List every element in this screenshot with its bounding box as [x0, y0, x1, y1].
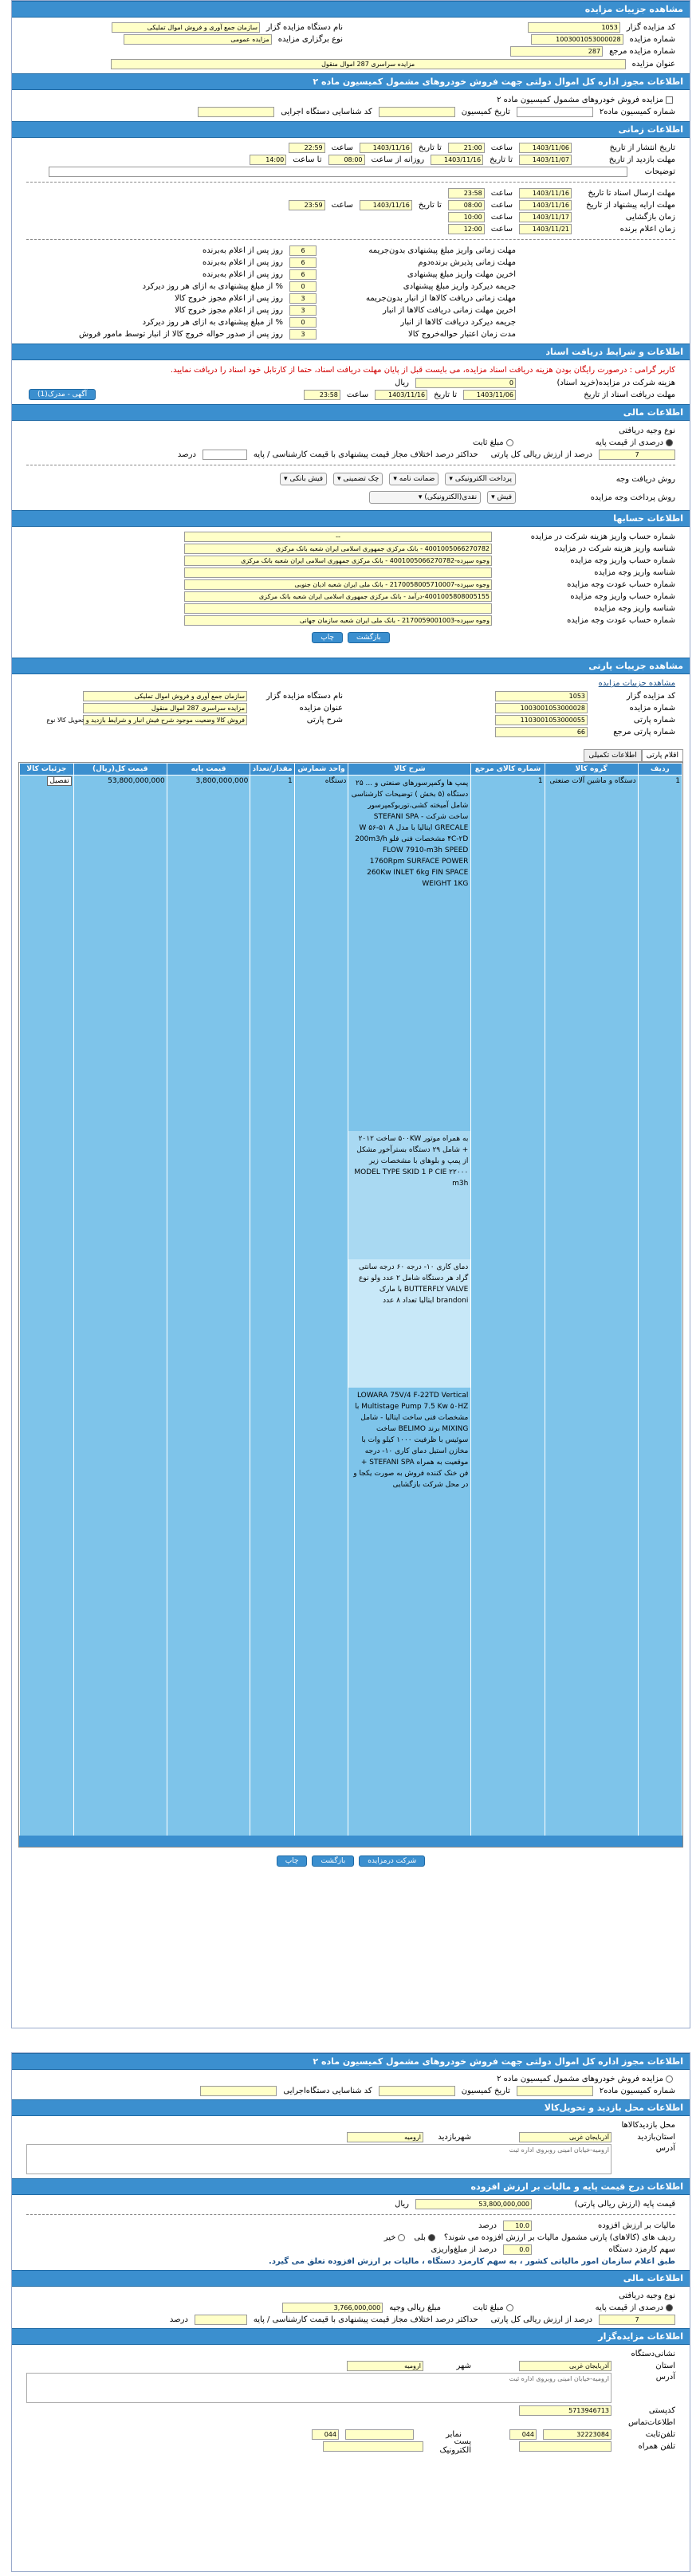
auction-type-label: نوع برگزاری مزایده [277, 34, 343, 44]
city-value: ارومیه [347, 2132, 423, 2142]
publish-to: 1403/11/16 [360, 143, 412, 153]
time-label: ساعت [346, 390, 369, 399]
table-footer [19, 1836, 682, 1847]
to-date-label: تا تاریخ [434, 390, 457, 399]
deposit-type-label: نوع وجیه دریافتی [619, 2291, 675, 2300]
ref-number-label: شماره مزایده مرجع [609, 46, 675, 56]
province-label: استان [655, 2361, 675, 2370]
city-value: ارومیه [347, 2361, 423, 2371]
exec-id-label: کد شناسایی دستگاه اجرایی [281, 107, 372, 116]
opening-label: زمان بازگشایی [625, 212, 675, 222]
fixed-radio-label: مبلغ ثابت [473, 438, 504, 447]
vat-value: 10.0 [503, 2221, 532, 2231]
docs-warning: کاربر گرامی : درصورت رایگان بودن هزینه دریافت اسناد مزایده، می بایست قبل از پایان مهلت دریافت اسناد، حتما از کارتابل خود اسناد را دریافت نمایید. [170, 366, 675, 375]
address-label: آدرس [655, 2144, 675, 2153]
visit-place-header: اطلاعات محل بازدید و تحویل‌کالا [12, 2099, 690, 2116]
docs-to: 1403/11/16 [375, 390, 427, 400]
party-desc: فروش کالا وضعیت موجود شرح فیش انبار و شرایط بازدید و تحویل کالا نوع [83, 715, 247, 725]
upto-label: تا ساعت [293, 155, 322, 164]
commission-radio-label: مزایده فروش خودروهای مشمول کمیسیون ماده ۲ [497, 2074, 663, 2083]
city-label: شهر [456, 2361, 471, 2370]
auction-subject-label: عنوان مزایده [299, 703, 343, 713]
auction-number: 1003001053000028 [495, 703, 588, 713]
max-diff-label: حداکثر درصد اختلاف مجاز قیمت پیشنهادی با قیمت کارشناسی / پایه [253, 2315, 478, 2324]
guarantee-option[interactable]: ضمانت نامه ▾ [389, 473, 438, 485]
percent-radio-label: درصدی از قیمت پایه [595, 2303, 663, 2312]
party-number: 1103001053000055 [495, 715, 588, 725]
deadline-title: جریمه دیرکرد واریز مبلغ پیشنهادی [403, 281, 516, 291]
docs-deadline-label: مهلت ارسال اسناد تا تاریخ [588, 188, 675, 198]
col-base-price: قیمت پایه [167, 764, 250, 776]
party-number-label: شماره پارتی [633, 715, 675, 724]
description-field [49, 167, 627, 177]
row-detail[interactable] [20, 776, 74, 1840]
time-label: ساعت [490, 188, 513, 198]
deadline-unit: روز پس از اعلام به‌برنده [203, 257, 283, 267]
account-label: شماره حساب واریز وجه مزایده [570, 591, 675, 601]
organizer-header: اطلاعات مزایده‌گزار [12, 2328, 690, 2345]
row-desc [348, 776, 471, 1840]
divider [26, 2214, 675, 2215]
row-qty: 1 [250, 776, 294, 1840]
commission-header: اطلاعات مجوز اداره کل اموال دولتی جهت فروش خودروهای مشمول کمیسیون ماده ۲ [12, 2053, 690, 2070]
offer-to-time: 23:59 [289, 200, 325, 210]
table-header-row [20, 764, 682, 776]
visit-label: مهلت بازدید از تاریخ [608, 155, 675, 164]
docs-header: اطلاعات و شرایط دریافت اسناد [12, 344, 690, 360]
col-row: ردیف [638, 764, 682, 776]
vat-label: مالیات بر ارزش افزوده [597, 2221, 675, 2230]
account-value: -- [184, 532, 492, 542]
offer-from-time: 08:00 [448, 200, 485, 210]
account-label: شناسه واریز هزینه شرکت در مزایده [554, 544, 675, 553]
vat-unit: درصد [478, 2221, 497, 2230]
row-number: 1 [638, 776, 682, 1840]
col-ref: شماره کالای مرجع [471, 764, 545, 776]
fixed-radio[interactable] [506, 2304, 513, 2311]
docs-to-time: 23:58 [304, 390, 340, 400]
mobile-value [519, 2441, 612, 2452]
time-label: ساعت [490, 224, 513, 234]
account-value: وجوه سپرده-4001005066270782 - بانک مرکزی جمهوری اسلامی ایران شعبه بانک مرکزی [184, 556, 492, 566]
deadline-value: 6 [289, 269, 317, 280]
organizer-code-label: کد مزایده گزار [626, 691, 675, 701]
auction-subject: مزایده سراسری 287 اموال منقول [111, 59, 626, 69]
deadline-value: 6 [289, 257, 317, 268]
vat-note: طبق اعلام سازمان امور مالیاتی کشور ، به سهم کارمزد دستگاه ، مالیات بر ارزش افزوده تعلق می گیرد. [269, 2256, 675, 2266]
organizer-name-label: نام دستگاه مزایده گزار [265, 22, 343, 32]
base-price-label: قیمت پایه (ارزش ریالی پارتی) [574, 2199, 675, 2209]
deadline-value: 0 [289, 317, 317, 328]
table-row [20, 776, 682, 1840]
deposit-type-label: نوع وجیه دریافتی [619, 426, 675, 435]
base-price-value: 53,800,000,000 [415, 2199, 532, 2209]
party-details-header: مشاهده جزییات پارتی [12, 658, 690, 674]
deadline-list [18, 245, 683, 340]
commission-share-value: 0.0 [503, 2244, 532, 2255]
row-total: 53,800,000,000 [73, 776, 167, 1840]
account-label: شماره حساب عودت وجه مزایده [567, 615, 675, 625]
organizer-name: سازمان جمع آوری و فروش اموال تملیکی [83, 691, 247, 701]
account-value: 4001005808005155-درآمد - بانک مرکزی جمهوری اسلامی ایران شعبه بانک مرکزی [184, 591, 492, 602]
no-label: خیر [383, 2232, 396, 2242]
publish-from: 1403/11/06 [519, 143, 572, 153]
offer-label: مهلت ارایه پیشنهاد از تاریخ [586, 200, 675, 210]
publish-from-time: 21:00 [448, 143, 485, 153]
email-label: پست الکترونیک [439, 2437, 471, 2455]
organizer-code-label: کد مزایده گزار [626, 22, 675, 32]
city-label: شهربازدید [438, 2132, 471, 2142]
docs-deadline: 1403/11/16 [519, 188, 572, 198]
address-value: ارومیه-خیابان امینی روبروی اداره ثبت [26, 2144, 612, 2174]
visit-to: 1403/11/16 [431, 155, 483, 165]
auction-details-link[interactable]: مشاهده جزییات مزایده [598, 679, 675, 688]
account-value: وجوه سپرده-2170059001003 - بانک ملی ایران شعبه سازمان جهانی [184, 615, 492, 626]
time-label: ساعت [490, 212, 513, 222]
bank-slip-option[interactable]: فیش بانکی ▾ [280, 473, 327, 485]
docs-period-label: مهلت دریافت اسناد از تاریخ [584, 390, 675, 399]
row-unit: دستگاه [294, 776, 348, 1840]
visit-to-time: 14:00 [250, 155, 286, 165]
deadline-value: 3 [289, 293, 317, 304]
fee-label: هزینه شرکت در مزایده(خرید اسناد) [556, 378, 675, 387]
percent-radio[interactable] [666, 439, 673, 446]
description-label: توضیحات [644, 167, 675, 176]
col-unit: واحد شمارش [294, 764, 348, 776]
deadline-value: 3 [289, 305, 317, 316]
cash-pay-option[interactable]: نقدی(الکترونیکی) ▾ [369, 491, 481, 504]
percent-desc: درصد از ارزش ریالی کل پارتی [490, 450, 592, 459]
percent-value: 7 [599, 450, 675, 460]
account-label: شماره حساب واریز هزینه شرکت در مزایده [530, 532, 675, 541]
deadline-title: اخرین مهلت واریز مبلغ پیشنهادی [407, 269, 516, 279]
phone-label: تلفن‌ثابت [645, 2429, 675, 2439]
deadline-unit: % از مبلغ پیشنهادی به ازای هر روز دیرکرد [142, 281, 283, 291]
to-date-label: تا تاریخ [490, 155, 513, 164]
percent-radio-label: درصدی از قیمت پایه [595, 438, 663, 447]
offer-to: 1403/11/16 [360, 200, 412, 210]
back-button[interactable]: بازگشت [348, 632, 390, 643]
deadline-title: جریمه دیرکرد دریافت کالاها از انبار [400, 317, 516, 327]
publish-label: تاریخ انتشار از تاریخ [609, 143, 675, 152]
cheque-option[interactable]: چک تضمینی ▾ [333, 473, 383, 485]
deadline-title: مهلت زمانی واریز مبلغ پیشنهادی بدون‌جریمه [368, 245, 516, 255]
organizer-name-label: نام دستگاه مزایده گزار [265, 691, 343, 701]
commission-share-label: سهم کارمزد دستگاه [608, 2244, 675, 2254]
receive-method-label: روش دریافت وجه [615, 474, 675, 484]
col-detail: جزئیات کالا [20, 764, 74, 776]
zip-value: 5713946713 [519, 2405, 612, 2416]
account-value: 4001005066270782 - بانک مرکزی جمهوری اسلامی ایران شعبه بانک مرکزی [184, 544, 492, 554]
time-label: ساعت [490, 200, 513, 210]
vat-question: ردیف های (کالاهای) پارتی مشمول مالیات بر ارزش افزوده می شوند؟ [443, 2232, 675, 2242]
tab-party-items[interactable]: اقلام پارتی [642, 749, 683, 762]
deadline-title: مدت زمان اعتبار حواله‌خروج کالا [408, 329, 516, 339]
row-ref: 1 [471, 776, 545, 1840]
auction-type: مزایده عمومی [124, 34, 272, 45]
contact-label: اطلاعات‌تماس [628, 2417, 675, 2427]
row-base-price: 3,800,000,000 [167, 776, 250, 1840]
detail-link[interactable]: تفصیل [47, 776, 71, 786]
print-button[interactable]: چاپ [312, 632, 343, 643]
visit-from: 1403/11/07 [519, 155, 572, 165]
auction-number-label: شماره مزایده [629, 703, 675, 713]
summary-panel [11, 2052, 690, 2572]
commission-checkbox-label: مزایده فروش خودروهای مشمول کمیسیون ماده ۲ [497, 95, 663, 104]
province-label: استان‌بازدید [637, 2132, 675, 2142]
party-ref-label: شماره پارتی مرجع [613, 727, 675, 736]
mobile-label: تلفن همراه [638, 2441, 675, 2451]
deadline-value: 3 [289, 329, 317, 340]
pay-method-label: روش پرداخت وجه مزایده [590, 493, 675, 502]
winner-time: 12:00 [448, 224, 485, 234]
items-table [19, 763, 682, 1840]
fax-code: 044 [312, 2429, 339, 2440]
time-info-header: اطلاعات زمانی [12, 121, 690, 138]
deadline-unit: روز پس از اعلام به‌برنده [203, 269, 283, 279]
deadline-value: 0 [289, 281, 317, 292]
phone-value: 32223084 [543, 2429, 612, 2440]
desc-part: دمای کاری ۱۰- درجه ۶۰ درجه سانتی گراد هر دستگاه شامل ۲ عدد ولو نوع BUTTERFLY VALVE با مارک brandoni ایتالیا تعداد ۸ عدد [348, 1259, 470, 1388]
exec-id-label: کد شناسایی دستگاه‌اجرایی [283, 2086, 372, 2095]
winner-label: زمان اعلام برنده [619, 224, 675, 234]
col-qty: مقدار/تعداد [250, 764, 294, 776]
to-date-label: تا تاریخ [418, 143, 442, 152]
yes-radio[interactable] [428, 2234, 435, 2241]
phone-code: 044 [509, 2429, 537, 2440]
participate-button[interactable]: شرکت درمزایده [359, 1855, 425, 1867]
fax-value [345, 2429, 414, 2440]
party-desc-label: شرح پارتی [306, 715, 343, 724]
account-value: وجوه سپرده-2170058005710007 - بانک ملی ایران شعبه ادیان جنوبی [184, 579, 492, 590]
auction-details-header: مشاهده جزییات مزایده [12, 1, 690, 18]
deadline-title: مهلت زمانی پذیرش برنده‌دوم [418, 257, 516, 267]
print-button[interactable]: چاپ [277, 1855, 308, 1867]
province-value: آذربایجان غربی [519, 2132, 612, 2142]
auction-subject-label: عنوان مزایده [631, 59, 675, 69]
back-button[interactable]: بازگشت [312, 1855, 354, 1867]
accounts-header: اطلاعات حسابها [12, 510, 690, 527]
desc-part: به همراه موتور ۵۰۰KW ساخت ۲۰۱۲ + شامل ۲۹ دستگاه بسترآخور مشکل از پمپ و بلوهای با مشخصات زیر MODEL TYPE SKID 1 P CIE ۲۲۰۰۰ m3h [348, 1131, 470, 1259]
deadline-unit: روز پس از اعلام به‌برنده [203, 245, 283, 255]
docs-from: 1403/11/06 [463, 390, 516, 400]
commission-date-label: تاریخ کمیسیون [461, 107, 510, 116]
percent-desc: درصد از ارزش ریالی کل پارتی [490, 2315, 592, 2324]
time-label: ساعت [490, 143, 513, 152]
tab-extra-info[interactable]: اطلاعات تکمیلی [584, 749, 641, 762]
visit-place-label: محل بازدیدکالاها [621, 2120, 675, 2130]
organizer-code: 1053 [528, 22, 620, 33]
docs-deadline-time: 23:58 [448, 188, 485, 198]
account-value [184, 567, 492, 578]
finance-header: اطلاعات مالی [12, 404, 690, 421]
desc-part: پمپ ها وکمپرسورهای صنعتی و ... ۲۵ دستگاه (۵ بخش ) توضیحات کارشناسی شامل آمیخته کشی،توربوکمپرسور ساخت شرکت STEFANI SPA - GRECALE ایتالیا با مدل W ۵۶-۵۱ A ۴C-۲D مشخصات فنی فلو 200m3/h FLOW 7910-m3h SPEED 1760Rpm SURFACE POWER 260Kw INLET 6kg FIN SPACE WEIGHT 1KG [348, 776, 470, 1131]
no-radio[interactable] [398, 2234, 405, 2241]
percent-label: درصد [177, 450, 196, 459]
commission-radio[interactable] [666, 2075, 673, 2083]
account-label: شناسه واریز وجه مزایده [594, 567, 675, 577]
max-diff-field [203, 450, 247, 460]
percent-value: 7 [599, 2315, 675, 2325]
address-value: ارومیه-خیابان امینی روبروی اداره ثبت [26, 2373, 612, 2403]
commission-number-field [517, 107, 593, 117]
org-address-label: نشانی‌دستگاه [631, 2349, 675, 2358]
percent-label: درصد [169, 2315, 188, 2324]
commission-share-unit: درصد از مبلغ‌واریزی [431, 2244, 497, 2254]
visit-from-time: 08:00 [328, 155, 365, 165]
commission-number-label: شماره کمیسیون ماده۲ [599, 107, 675, 116]
auction-subject: مزایده سراسری 287 اموال منقول [83, 703, 247, 713]
divider [26, 239, 675, 240]
email-value [323, 2441, 423, 2452]
items-table-wrap [18, 762, 683, 1848]
fax-label: نمابر [446, 2429, 462, 2439]
row-group: دستگاه و ماشین آلات صنعتی [545, 776, 638, 1840]
rial-label: ریال [395, 378, 409, 387]
auction-number-label: شماره مزایده [629, 34, 675, 44]
commission-date-field [379, 2086, 455, 2096]
organizer-name: سازمان جمع آوری و فروش اموال تملیکی [112, 22, 260, 33]
deadline-unit: روز پس از اعلام مجوز خروج کالا [175, 305, 283, 315]
yes-label: بلی [414, 2232, 426, 2242]
deadline-title: مهلت زمانی دریافت کالاها از انبار بدون‌جریمه [366, 293, 516, 303]
commission-checkbox[interactable] [666, 96, 673, 104]
max-diff-label: حداکثر درصد اختلاف مجاز قیمت پیشنهادی با قیمت کارشناسی / پایه [253, 450, 478, 459]
deadline-unit: روز پس از صدور حواله خروج کالا از انبار توسط مامور فروش [79, 329, 283, 339]
rial-label: ریال [395, 2199, 409, 2209]
daily-from-label: روزانه از ساعت [371, 155, 425, 164]
col-desc: شرح کالا [348, 764, 471, 776]
commission-header: اطلاعات مجوز اداره کل اموال دولتی جهت فروش خودروهای مشمول کمیسیون ماده ۲ [12, 73, 690, 90]
deadline-unit: روز پس از اعلام مجوز خروج کالا [175, 293, 283, 303]
commission-date-label: تاریخ کمیسیون [461, 2086, 510, 2095]
commission-date-field [379, 107, 455, 117]
price-header: اطلاعات درج قیمت پایه و مالیات بر ارزش افزوده [12, 2178, 690, 2195]
exec-id-field [200, 2086, 277, 2096]
deposit-amount-label: مبلغ ریالی وجیه [389, 2303, 441, 2312]
auction-number: 1003001053000028 [531, 34, 623, 45]
percent-radio[interactable] [666, 2304, 673, 2311]
party-ref: 66 [495, 727, 588, 737]
slip-pay-option[interactable]: فیش ▾ [487, 491, 516, 504]
account-label: شناسه واریز وجه مزایده [594, 603, 675, 613]
account-label: شماره حساب واریز وجه مزایده [570, 556, 675, 565]
deadline-unit: % از مبلغ پیشنهادی به ازای هر روز دیرکرد [142, 317, 283, 327]
auction-panel [11, 0, 690, 2028]
opening-time: 10:00 [448, 212, 485, 222]
col-total: قیمت کل(ریال) [73, 764, 167, 776]
zip-label: کدپستی [648, 2405, 675, 2415]
fixed-radio-label: مبلغ ثابت [473, 2303, 504, 2312]
deposit-amount: 3,766,000,000 [282, 2303, 383, 2313]
max-diff-field [195, 2315, 247, 2325]
account-label: شماره حساب عودت وجه مزایده [567, 579, 675, 589]
organizer-code: 1053 [495, 691, 588, 701]
to-date-label: تا تاریخ [418, 200, 442, 210]
divider [26, 182, 675, 183]
ad-document-button[interactable]: آگهی - مدرک(1) [29, 389, 96, 400]
province-value: آذربایجان غربی [519, 2361, 612, 2371]
time-label: ساعت [331, 200, 353, 210]
exec-id-field [198, 107, 274, 117]
fee-value: 0 [415, 378, 516, 388]
deadline-title: اخرین مهلت زمانی دریافت کالاها از انبار [383, 305, 516, 315]
payment-electronic-option[interactable]: پرداخت الکترونیکی ▾ [445, 473, 516, 485]
fixed-radio[interactable] [506, 439, 513, 446]
offer-from: 1403/11/16 [519, 200, 572, 210]
finance-header: اطلاعات مالی [12, 2270, 690, 2287]
address-label: آدرس [655, 2373, 675, 2382]
account-value [184, 603, 492, 614]
commission-number-field [517, 2086, 593, 2096]
ref-number: 287 [510, 46, 603, 57]
opening-date: 1403/11/17 [519, 212, 572, 222]
desc-part: LOWARA 75V/4 F-22TD Vertical Multistage Pump 7.5 Kw ۵۰HZ با مشخصات فنی ساخت ایتالیا - شامل MIXING برند BELIMO ساخت سوئیس با ظرفیت ۱۰۰۰ کیلو وات با مخازن استیل دمای کاری ۱۰- درجه موقعیت به همراه STEFANI SPA + فن خنک کننده فروش به صورت یکجا و در محل شرکت بازگشایی [348, 1388, 470, 1839]
publish-to-time: 22:59 [289, 143, 325, 153]
time-label: ساعت [331, 143, 353, 152]
winner-date: 1403/11/21 [519, 224, 572, 234]
commission-number-label: شماره کمیسیون ماده۲ [599, 2086, 675, 2095]
col-group: گروه کالا [545, 764, 638, 776]
deadline-value: 6 [289, 245, 317, 256]
